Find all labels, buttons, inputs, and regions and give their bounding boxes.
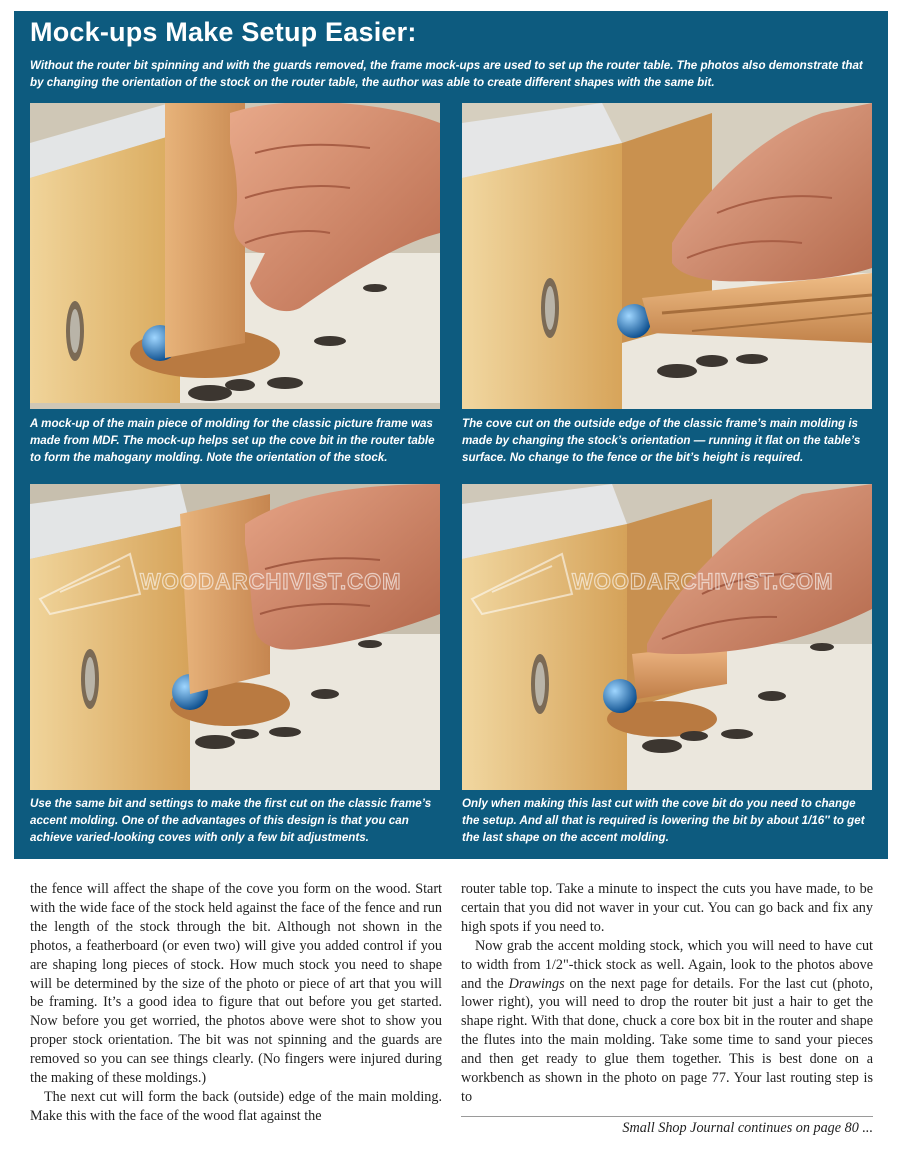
photo-caption: Use the same bit and settings to make the first cut on the classic frame’s accent molding. One of the advantages of this design is that you can achieve varied-looking coves with only a few bit adjustments. [30,797,432,844]
photo-caption: The cove cut on the outside edge of the classic frame’s main molding is made by changing the stock’s orientation — running it flat on the table’s surface. No change to the fence or the bit’s height is required. [462,417,861,464]
body-paragraph: The next cut will form the back (outside) edge of the main molding. Make this with the face of the wood flat against the [30,1088,442,1124]
section-intro: Without the router bit spinning and with the guards removed, the frame mock-ups are used to set up the router table. The photos also demonstrate that by changing the orientation of the stock on the router table, the author was able to create different shapes with the same bit. [30,59,863,89]
photo-caption: A mock-up of the main piece of molding for the classic picture frame was made from MDF. The mock-up helps set up the cove bit in the router table to form the mahogany molding. Note the orientation of the stock. [30,417,435,464]
drawings-reference: Drawings [508,975,565,992]
watermark-text: WOODARCHIVIST.COM [572,569,834,594]
photo-lower-left [30,484,440,790]
body-column-left [30,880,442,1126]
body-column-right [461,880,873,1107]
body-paragraph: the fence will affect the shape of the cove you form on the wood. Start with the wide face of the stock held against the face of the fence and run the length of the stock through the bit. Although not shown in the photos, a featherboard (or even two) will give you added control if you are shaping long pieces of stock. How much stock you need to shape will be determined by the size of the photo or piece of art that you will be framing. It’s a good idea to figure that out before you get started. Now before you get worried, the photos above were shot to show you proper stock orientation. The bit was not spinning and the guards are removed so you can see things clearly. (No fingers were injured during the making of these moldings.) [30,881,442,1087]
body-text: on the next page for details. For the last cut (photo, lower right), you will need to drop the router bit just a hair to get the shape right. With that done, chuck a core box bit in the router and shape the flutes into the main molding. Take some time to sand your pieces and then get ready to glue them together. This is best done on a workbench as shown in the photo on page 77. Your last routing step is to [461,975,873,1105]
body-paragraph [461,937,873,1107]
photo-lower-right [462,484,872,790]
section-title: Mock-ups Make Setup Easier: [30,17,417,47]
watermark-text: WOODARCHIVIST.COM [140,569,402,594]
photo-caption: Only when making this last cut with the cove bit do you need to change the setup. And all that is required is lowering the bit by about 1/16″ to get the last shape on the accent molding. [462,797,865,844]
mockups-panel [14,11,888,859]
continued-note: Small Shop Journal continues on page 80 ... [461,1116,873,1137]
photo-upper-right [462,103,872,409]
body-text: Now grab the accent molding stock, which you will need to have cut to width from 1/2"-thick stock as well. Again, look to the photos above and the [461,937,873,992]
photo-upper-left [30,103,440,409]
body-paragraph: router table top. Take a minute to inspect the cuts you have made, to be certain that you did not waver in your cut. You can go back and fix any high spots if you need to. [461,881,873,935]
